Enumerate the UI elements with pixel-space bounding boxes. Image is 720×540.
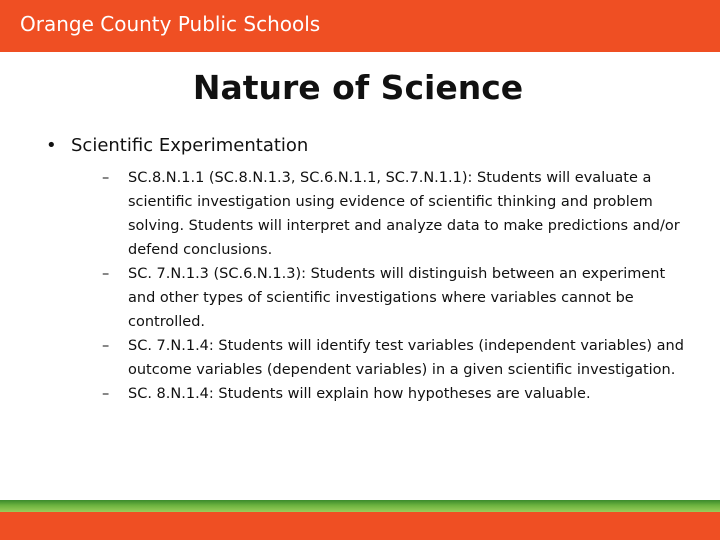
sub-list-item bbox=[102, 382, 696, 406]
content-list bbox=[46, 134, 696, 406]
dash-icon: – bbox=[102, 338, 110, 354]
sub-list-item bbox=[102, 166, 696, 262]
organization-name: Orange County Public Schools bbox=[20, 12, 321, 36]
footer-orange-bar bbox=[0, 512, 720, 540]
footer-green-stripe bbox=[0, 500, 720, 512]
sub-bullet-text: SC.8.N.1.1 (SC.8.N.1.3, SC.6.N.1.1, SC.7.N.1.1): Students will evaluate a scientific investigation using evidence of scientific thinking and problem solving. Students will interpret and analyze data to make predictions and/or defend conclusions. bbox=[128, 170, 680, 258]
list-item bbox=[46, 134, 696, 158]
sub-bullet-text: SC. 8.N.1.4: Students will explain how hypotheses are valuable. bbox=[128, 386, 591, 402]
bullet-text: Scientific Experimentation bbox=[71, 135, 309, 156]
dash-icon: – bbox=[102, 170, 110, 186]
sub-list-item bbox=[102, 262, 696, 334]
bullet-dot-icon: • bbox=[46, 135, 57, 156]
sub-bullet-text: SC. 7.N.1.3 (SC.6.N.1.3): Students will distinguish between an experiment and other types of scientific investigations where variables cannot be controlled. bbox=[128, 266, 666, 330]
header-banner bbox=[0, 0, 720, 52]
dash-icon: – bbox=[102, 386, 110, 402]
slide-title: Nature of Science bbox=[192, 68, 524, 107]
dash-icon: – bbox=[102, 266, 110, 282]
sub-list-item bbox=[102, 334, 696, 382]
sub-bullet-text: SC. 7.N.1.4: Students will identify test variables (independent variables) and outcome variables (dependent variables) in a given scientific investigation. bbox=[128, 338, 684, 378]
sub-list bbox=[102, 166, 696, 406]
